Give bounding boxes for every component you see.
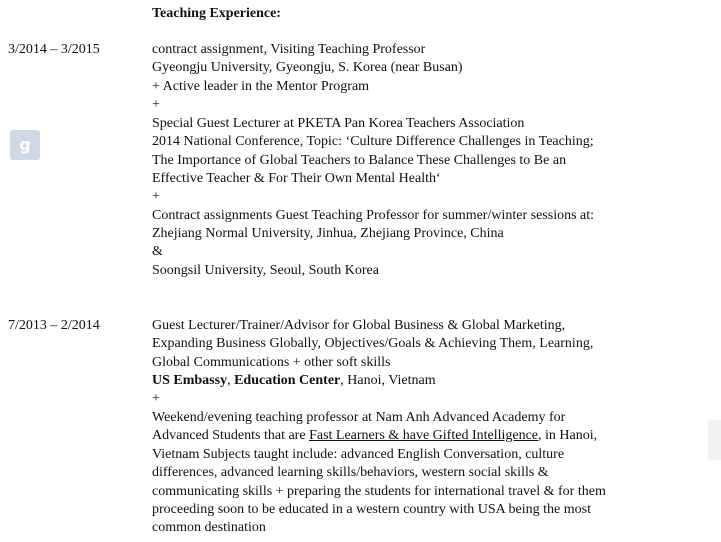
entry-line: + Active leader in the Mentor Program	[152, 79, 370, 94]
section-heading: Teaching Experience:	[152, 6, 281, 21]
entry-line: &	[152, 244, 163, 259]
gifted-underlined: Fast Learners & have Gifted Intelligence	[309, 428, 539, 443]
entry-line: +	[152, 97, 160, 112]
embassy-line	[152, 372, 436, 390]
entry-line: Guest Lecturer/Trainer/Advisor for Global Business & Global Marketing,	[152, 318, 566, 333]
entry-line: Contract assignments Guest Teaching Professor for summer/winter sessions at:	[152, 208, 595, 223]
education-center: Education Center	[234, 373, 341, 388]
embassy-location: , Hanoi, Vietnam	[340, 373, 436, 388]
entry-line: Weekend/evening teaching professor at Nam Anh Advanced Academy for	[152, 410, 566, 425]
gifted-line	[152, 427, 597, 445]
entry-line: Effective Teacher & For Their Own Mental Health‘	[152, 171, 441, 186]
entry-line: differences, advanced learning skills/behaviors, western social skills &	[152, 465, 549, 480]
entry-line: Global Communications + other soft skills	[152, 355, 391, 370]
entry-line: +	[152, 189, 160, 204]
entry-line: The Importance of Global Teachers to Balance These Challenges to Be an	[152, 153, 567, 168]
entry-line: +	[152, 391, 160, 406]
entry-line: contract assignment, Visiting Teaching Professor	[152, 42, 426, 57]
entry-line: proceeding soon to be educated in a western country with USA being the most	[152, 502, 591, 517]
entry-line: Expanding Business Globally, Objectives/Goals & Achieving Them, Learning,	[152, 336, 594, 351]
gifted-pre: Advanced Students that are	[152, 428, 310, 443]
embassy-sep: ,	[227, 373, 235, 388]
g-badge-icon: g	[10, 130, 40, 160]
gifted-post: , in Hanoi,	[538, 428, 598, 443]
entry-line: Zhejiang Normal University, Jinhua, Zhejiang Province, China	[152, 226, 504, 241]
embassy-name: US Embassy	[152, 373, 228, 388]
entry-line: common destination	[152, 520, 266, 535]
entry-line: Soongsil University, Seoul, South Korea	[152, 263, 379, 278]
entry-date: 3/2014 – 3/2015	[8, 42, 100, 57]
entry-line: 2014 National Conference, Topic: ‘Culture Difference Challenges in Teaching;	[152, 134, 594, 149]
entry-date: 7/2013 – 2/2014	[8, 318, 100, 333]
entry-line: Gyeongju University, Gyeongju, S. Korea (near Busan)	[152, 60, 463, 75]
entry-line: Vietnam Subjects taught include: advanced English Conversation, culture	[152, 447, 565, 462]
page-edge-shadow	[708, 420, 721, 460]
entry-line: Special Guest Lecturer at PKETA Pan Korea Teachers Association	[152, 116, 525, 131]
entry-line: communicating skills + preparing the students for international travel & for them	[152, 484, 606, 499]
